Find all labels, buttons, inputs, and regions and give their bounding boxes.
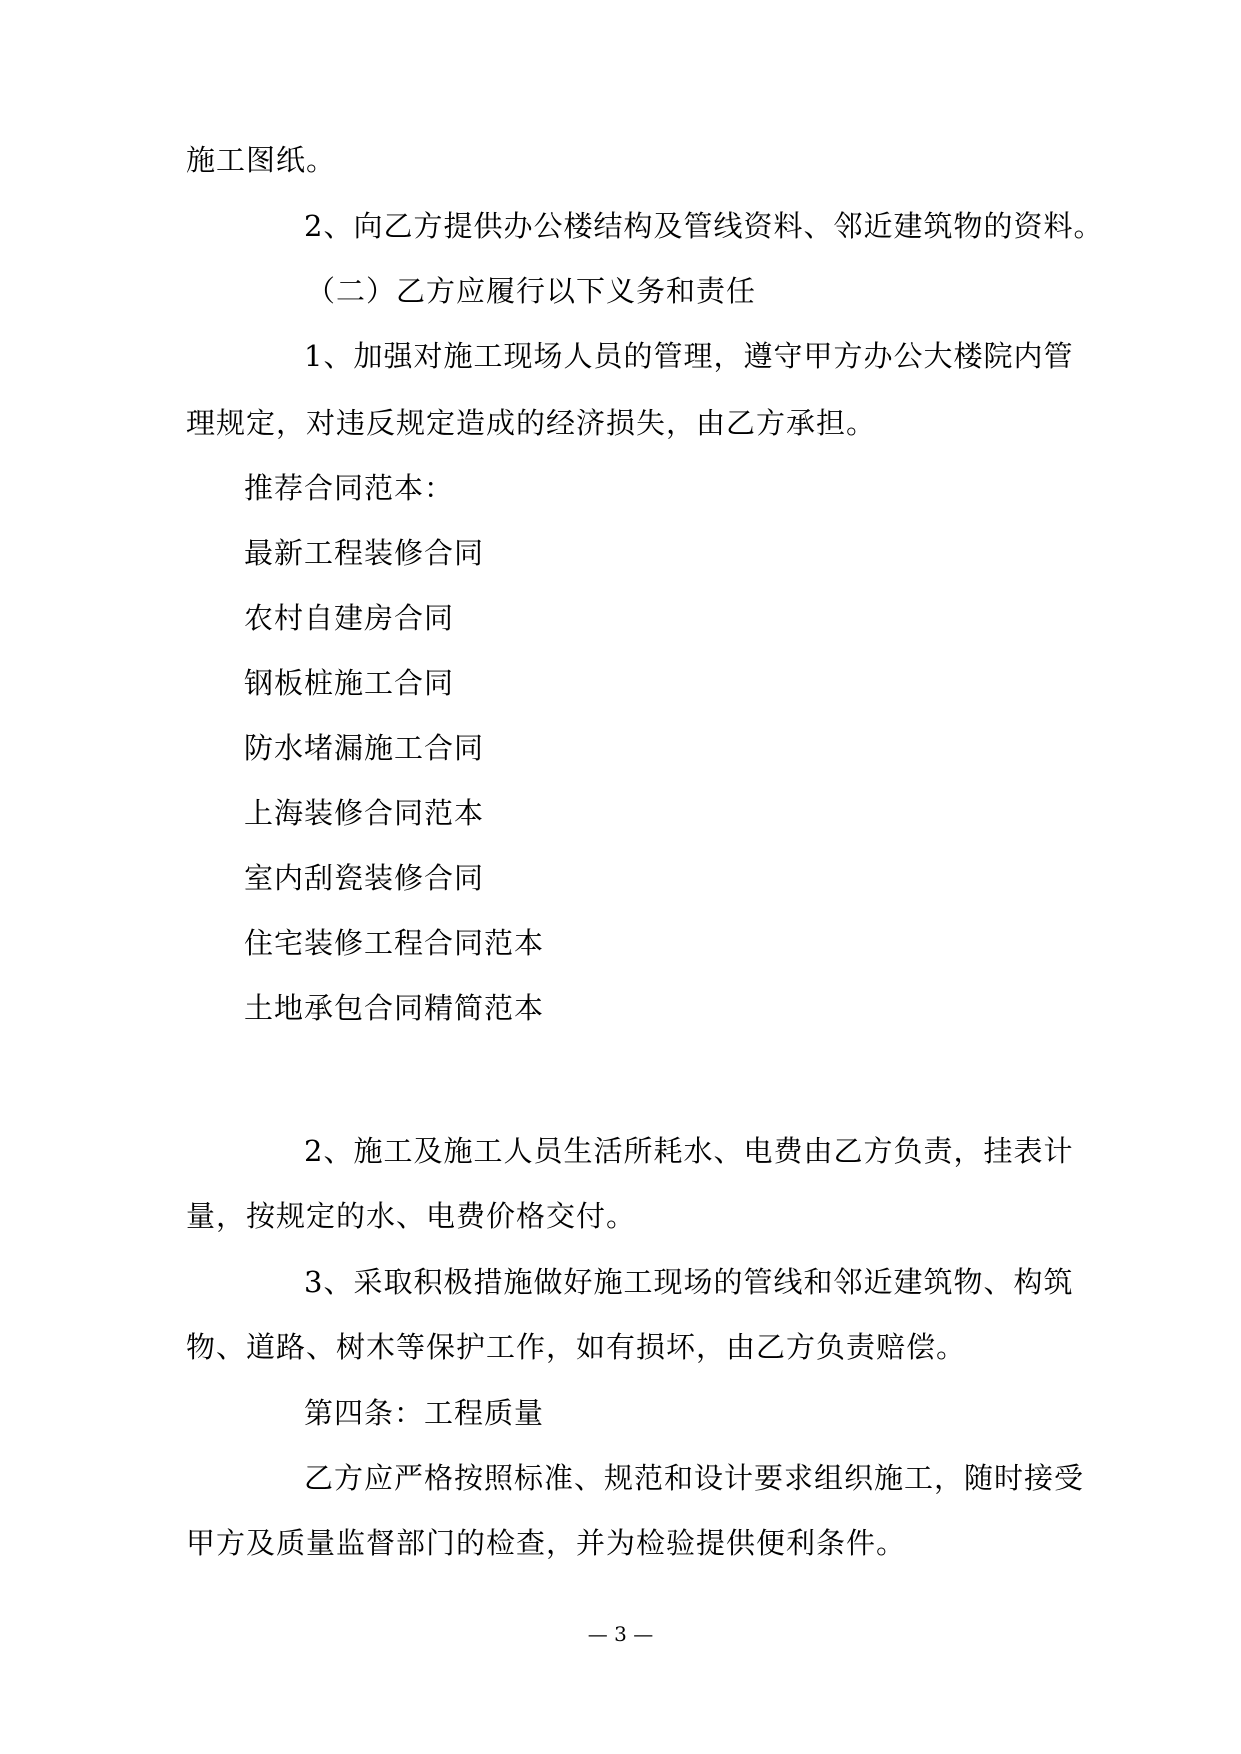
body-line: 1、加强对施工现场人员的管理，遵守甲方办公大楼院内管 [304, 339, 1074, 373]
recommended-link[interactable]: 室内刮瓷装修合同 [244, 861, 485, 895]
recommended-link[interactable]: 土地承包合同精简范本 [244, 991, 545, 1025]
body-line: 2、施工及施工人员生活所耗水、电费由乙方负责，挂表计 [304, 1134, 1074, 1168]
body-line: 2、向乙方提供办公楼结构及管线资料、邻近建筑物的资料。 [304, 209, 1104, 243]
recommended-link[interactable]: 住宅装修工程合同范本 [244, 926, 545, 960]
body-line: 量，按规定的水、电费价格交付。 [186, 1199, 637, 1233]
recommended-link[interactable]: 防水堵漏施工合同 [244, 731, 485, 765]
recommended-link[interactable]: 钢板桩施工合同 [244, 666, 455, 700]
page-number: — 3 — [587, 1622, 654, 1646]
recommended-link[interactable]: 最新工程装修合同 [244, 536, 485, 570]
body-line: 物、道路、树木等保护工作，如有损坏，由乙方负责赔偿。 [186, 1330, 967, 1364]
section-heading: （二）乙方应履行以下义务和责任 [306, 274, 757, 308]
recommended-link[interactable]: 上海装修合同范本 [244, 796, 485, 830]
body-line: 3、采取积极措施做好施工现场的管线和邻近建筑物、构筑 [304, 1265, 1074, 1299]
body-line: 甲方及质量监督部门的检查，并为检验提供便利条件。 [186, 1526, 907, 1560]
body-line: 乙方应严格按照标准、规范和设计要求组织施工，随时接受 [304, 1461, 1085, 1495]
recommended-heading: 推荐合同范本： [244, 471, 455, 505]
article-heading: 第四条：工程质量 [304, 1396, 545, 1430]
recommended-link[interactable]: 农村自建房合同 [244, 601, 455, 635]
body-line: 施工图纸。 [186, 143, 337, 177]
body-line: 理规定，对违反规定造成的经济损失，由乙方承担。 [186, 406, 877, 440]
